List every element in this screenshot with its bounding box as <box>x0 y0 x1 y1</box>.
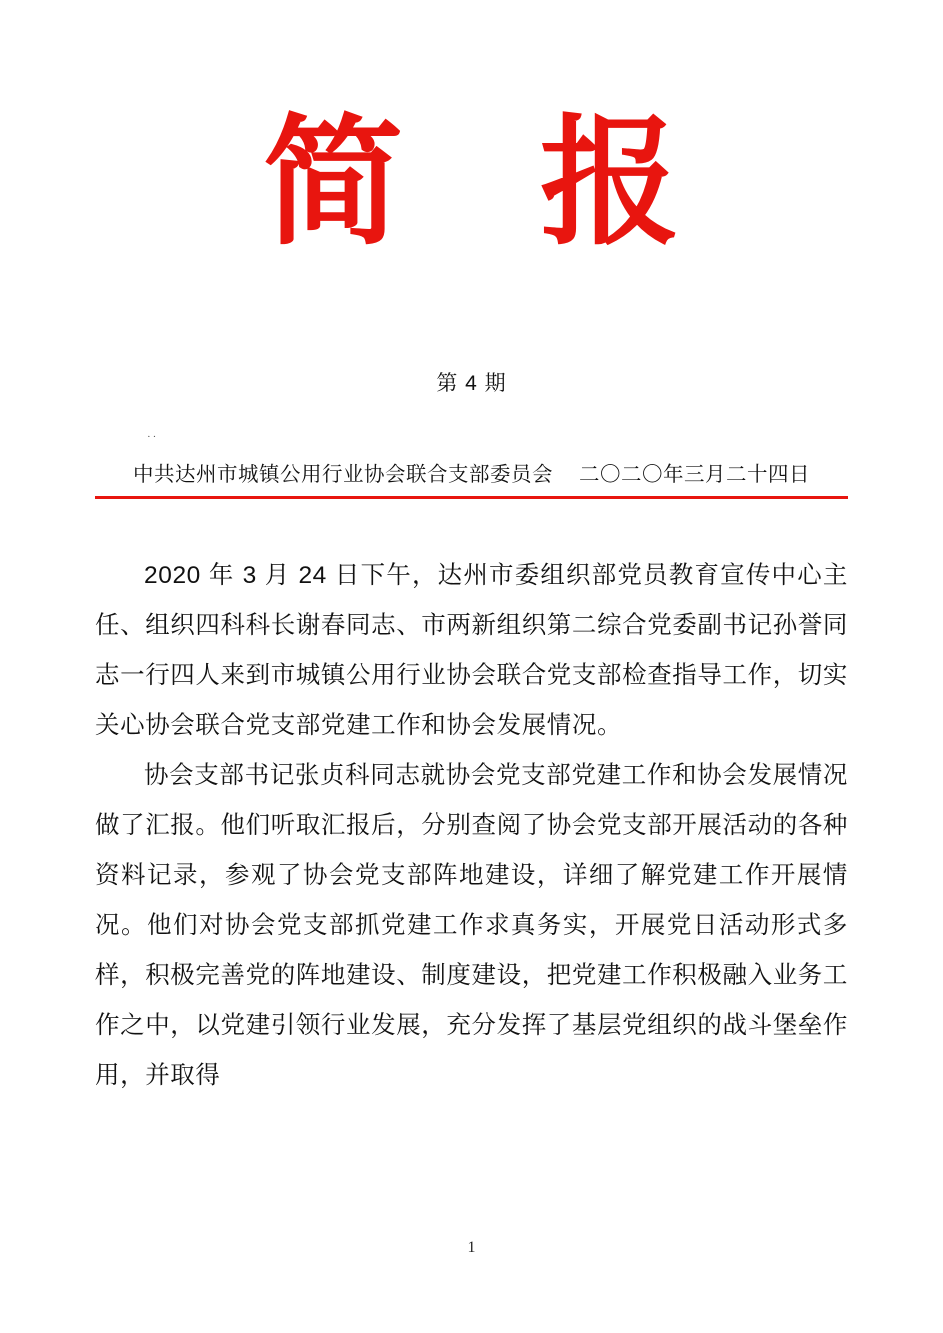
page-number: 1 <box>467 1239 476 1256</box>
paragraph-2: 协会支部书记张贞科同志就协会党支部党建工作和协会发展情况做了汇报。他们听取汇报后，分别查阅了协会党支部开展活动的各种资料记录，参观了协会党支部阵地建设，详细了解党建工作开展情况。他们对协会党支部抓党建工作求真务实，开展党日活动形式多样，积极完善党的阵地建设、制度建设，把党建工作积极融入业务工作之中，以党建引领行业发展，充分发挥了基层党组织的战斗堡垒作用，并取得 <box>95 762 848 1089</box>
issue-date: 二〇二〇年三月二十四日 <box>579 463 810 486</box>
red-divider-rule <box>95 496 848 499</box>
small-mark: ·· <box>147 431 159 443</box>
paragraph-1: 2020 年 3 月 24 日下午，达州市委组织部党员教育宣传中心主任、组织四科科长谢春同志、市两新组织第二综合党委副书记孙誉同志一行四人来到市城镇公用行业协会联合党支部检查指导工作，切实关心协会联合党支部党建工作和协会发展情况。 <box>95 562 848 739</box>
page-title: 简 报 <box>263 101 724 265</box>
body-text <box>95 551 848 1101</box>
issue-number: 第 4 期 <box>436 372 507 395</box>
masthead-meta <box>95 457 848 487</box>
issuing-organization: 中共达州市城镇公用行业协会联合支部委员会 <box>133 463 553 486</box>
